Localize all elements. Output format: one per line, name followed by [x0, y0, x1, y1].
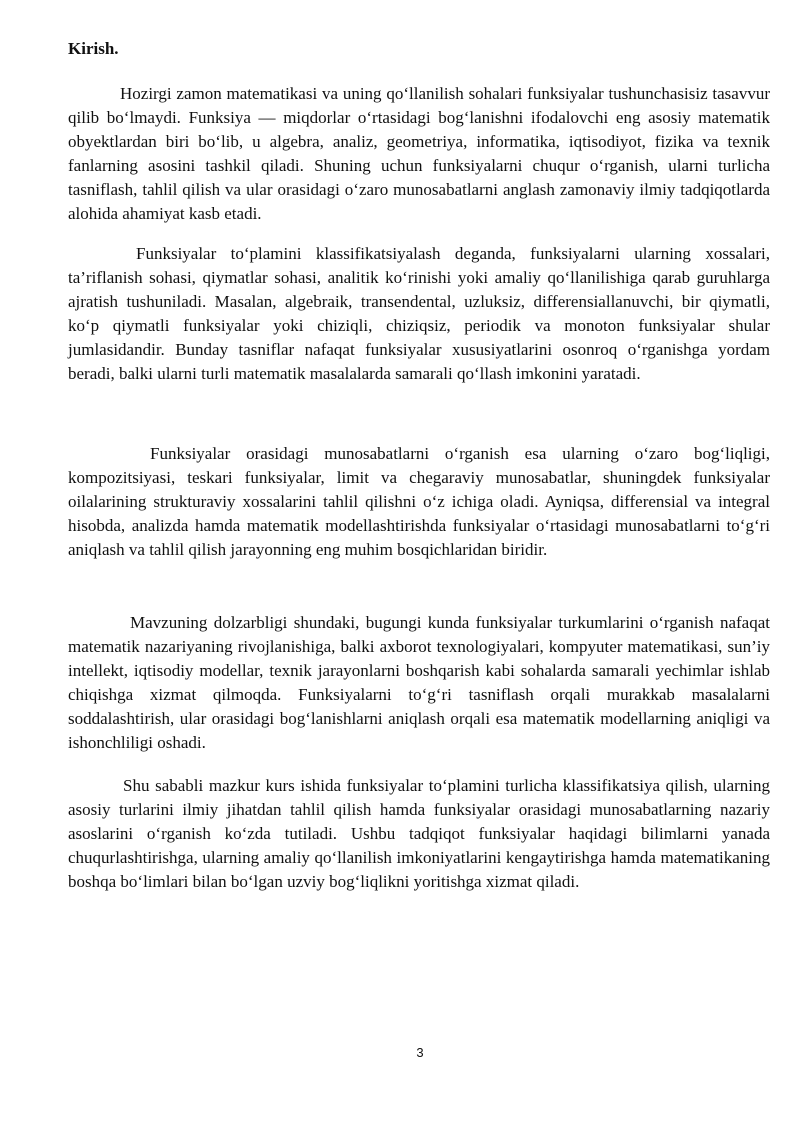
- paragraph-classification: Funksiyalar to‘plamini klassifikatsiyalash deganda, funksiyalarni ularning xossalari, ta’riflanish sohasi, qiymatlar sohasi, analitik ko‘rinishi yoki amaliy qo‘llanilishiga qarab guruhlarga ajratish tushuniladi. Masalan, algebraik, transendental, uzluksiz, differensiallanuvchi, bir qiymatli, ko‘p qiymatli funksiyalar yoki chiziqli, chiziqsiz, periodik va monoton funksiyalar shular jumlasidandir. Bunday tasniflar nafaqat funksiyalar xususiyatlarini osonroq o‘rganishga yordam beradi, balki ularni turli matematik masalalarda samarali qo‘llash imkonini yaratadi.: [68, 244, 770, 383]
- paragraph-introduction: Hozirgi zamon matematikasi va uning qo‘llanilish sohalari funksiyalar tushunchasisiz tasavvur qilib bo‘lmaydi. Funksiya — miqdorlar o‘rtasidagi bog‘lanishni ifodalovchi eng asosiy matematik obyektlardan biri bo‘lib, u algebra, analiz, geometriya, informatika, iqtisodiyot, fizika va texnik fanlarning asosini tashkil qiladi. Shuning uchun funksiyalarni chuqur o‘rganish, ularni turlicha tasniflash, tahlil qilish va ular orasidagi o‘zaro munosabatlarni anglash zamonaviy ilmiy tadqiqotlarda alohida ahamiyat kasb etadi.: [68, 84, 770, 223]
- paragraph-relevance: Mavzuning dolzarbligi shundaki, bugungi kunda funksiyalar turkumlarini o‘rganish nafaqat matematik nazariyaning rivojlanishiga, balki axborot texnologiyalari, kompyuter matematikasi, sun’iy intellekt, iqtisodiy modellar, texnik jarayonlarni boshqarish kabi sohalarda samarali yechimlar ishlab chiqishga xizmat qilmoqda. Funksiyalarni to‘g‘ri tasniflash orqali murakkab masalalarni soddalashtirish, ular orasidagi bog‘lanishlarni aniqlash orqali esa matematik modellarning aniqligi va ishonchliligi oshadi.: [68, 613, 770, 752]
- section-heading: Kirish.: [68, 39, 119, 58]
- paragraph-relationships: Funksiyalar orasidagi munosabatlarni o‘rganish esa ularning o‘zaro bog‘liqligi, kompozitsiyasi, teskari funksiyalar, limit va chegaraviy munosabatlar, shuningdek funksiyalar oilalarining strukturaviy xossalarini tahlil qilishni o‘z ichiga oladi. Ayniqsa, differensial va integral hisobda, analizda hamda matematik modellashtirishda funksiyalar o‘rtasidagi munosabatlarni to‘g‘ri aniqlash va tahlil qilish jarayonning eng muhim bosqichlaridan biridir.: [68, 444, 770, 559]
- paragraph-objective: Shu sababli mazkur kurs ishida funksiyalar to‘plamini turlicha klassifikatsiya qilish, ularning asosiy turlarini ilmiy jihatdan tahlil qilish hamda funksiyalar orasidagi munosabatlarning nazariy asoslarini o‘rganish ko‘zda tutiladi. Ushbu tadqiqot funksiyalar haqidagi bilimlarni yanada chuqurlashtirishga, ularning amaliy qo‘llanilish imkoniyatlarini kengaytirishga hamda matematikaning boshqa bo‘limlari bilan bo‘lgan uzviy bog‘liqlikni yoritishga xizmat qiladi.: [68, 776, 770, 891]
- page-number: 3: [416, 1045, 424, 1060]
